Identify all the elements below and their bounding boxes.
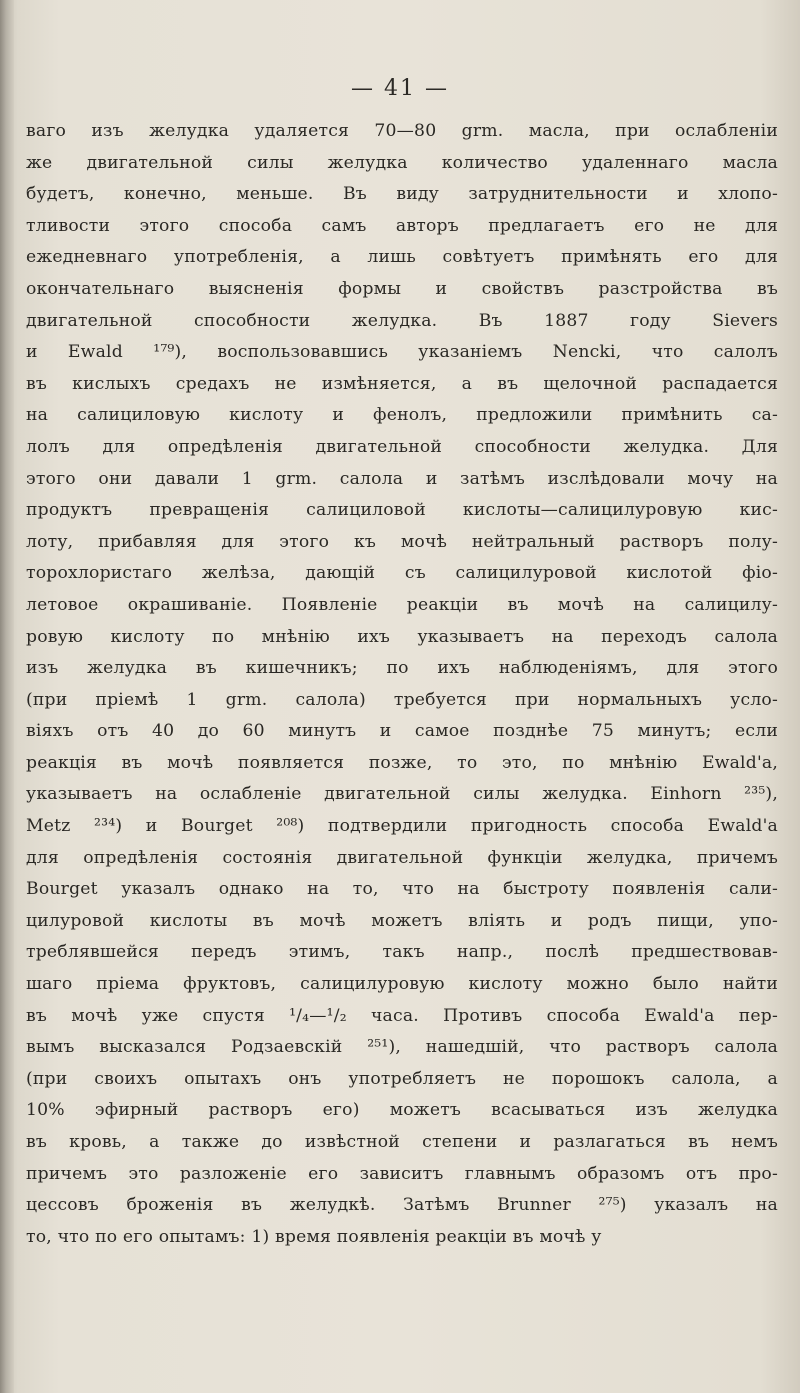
text-line: причемъ это разложеніе его зависитъ главнымъ образомъ отъ про- xyxy=(26,1163,778,1184)
text-line: цилуровой кислоты въ мочѣ можетъ вліять и родъ пищи, упо- xyxy=(26,910,778,931)
text-line: окончательнаго выясненія формы и свойствъ разстройства въ xyxy=(26,278,778,299)
text-line: же двигательной силы желудка количество удаленнаго масла xyxy=(26,152,778,173)
text-line: ровую кислоту по мнѣнію ихъ указываетъ на переходъ салола xyxy=(26,626,778,647)
text-line: и Ewald ¹⁷⁹), воспользовавшись указаніемъ Nencki, что салолъ xyxy=(26,342,778,363)
text-line: ежедневнаго употребленія, а лишь совѣтуетъ примѣнять его для xyxy=(26,247,778,268)
text-line: вымъ высказался Родзаевскій ²⁵¹), нашедшій, что растворъ салола xyxy=(26,1037,778,1058)
text-line: будетъ, конечно, меньше. Въ виду затруднительности и хлопо- xyxy=(26,184,778,205)
text-line: указываетъ на ослабленіе двигательной силы желудка. Einhorn ²³⁵), xyxy=(26,784,778,805)
text-line: тливости этого способа самъ авторъ предлагаетъ его не для xyxy=(26,215,778,236)
text-line: летовое окрашиваніе. Появленіе реакціи въ мочѣ на салицилу- xyxy=(26,594,778,615)
text-line: 10% эфирный растворъ его) можетъ всасываться изъ желудка xyxy=(26,1100,778,1121)
text-line: шаго пріема фруктовъ, салицилуровую кислоту можно было найти xyxy=(26,974,778,995)
page-number: — 41 — xyxy=(351,76,449,101)
text-line: Metz ²³⁴) и Bourget ²⁰⁸) подтвердили пригодность способа Ewald'а xyxy=(26,816,778,837)
text-line: ваго изъ желудка удаляется 70—80 grm. масла, при ослабленіи xyxy=(26,121,778,141)
text-line: (при своихъ опытахъ онъ употребляетъ не порошокъ салола, а xyxy=(26,1068,778,1089)
text-line: для опредѣленія состоянія двигательной функціи желудка, причемъ xyxy=(26,847,778,868)
text-line: лоту, прибавляя для этого къ мочѣ нейтральный растворъ полу- xyxy=(26,531,778,552)
text-line: торохлористаго желѣза, дающій съ салицилуровой кислотой фіо- xyxy=(26,563,778,584)
text-line: продуктъ превращенія салициловой кислоты—салицилуровую кис- xyxy=(26,500,778,521)
text-line: въ кислыхъ средахъ не измѣняется, а въ щелочной распадается xyxy=(26,373,778,394)
text-line: изъ желудка въ кишечникъ; по ихъ наблюденіямъ, для этого xyxy=(26,658,778,679)
text-line: двигательной способности желудка. Въ 1887 году Sievers xyxy=(26,310,778,331)
binding-edge xyxy=(0,0,14,1393)
text-line: віяхъ отъ 40 до 60 минутъ и самое позднѣе 75 минутъ; если xyxy=(26,721,778,742)
text-line: въ кровь, а также до извѣстной степени и разлагаться въ немъ xyxy=(26,1132,778,1152)
text-line: Bourget указалъ однако на то, что на быстроту появленія сали- xyxy=(26,879,778,900)
text-line: цессовъ броженія въ желудкѣ. Затѣмъ Brunner ²⁷⁵) указалъ на xyxy=(26,1195,778,1216)
text-line: треблявшейся передъ этимъ, такъ напр., послѣ предшествовав- xyxy=(26,942,778,963)
text-line: лолъ для опредѣленія двигательной способности желудка. Для xyxy=(26,436,778,457)
text-line: то, что по его опытамъ: 1) время появленія реакціи въ мочѣ у xyxy=(26,1226,602,1247)
text-line: (при пріемѣ 1 grm. салола) требуется при нормальныхъ усло- xyxy=(26,689,778,710)
text-line: этого они давали 1 grm. салола и затѣмъ изслѣдовали мочу на xyxy=(26,468,778,489)
text-line: реакція въ мочѣ появляется позже, то это, по мнѣнію Ewald'а, xyxy=(26,752,778,773)
text-line: на салициловую кислоту и фенолъ, предложили примѣнить са- xyxy=(26,405,778,426)
body-text xyxy=(26,116,778,1253)
text-line: въ мочѣ уже спустя ¹/₄—¹/₂ часа. Противъ способа Ewald'а пер- xyxy=(26,1005,778,1026)
